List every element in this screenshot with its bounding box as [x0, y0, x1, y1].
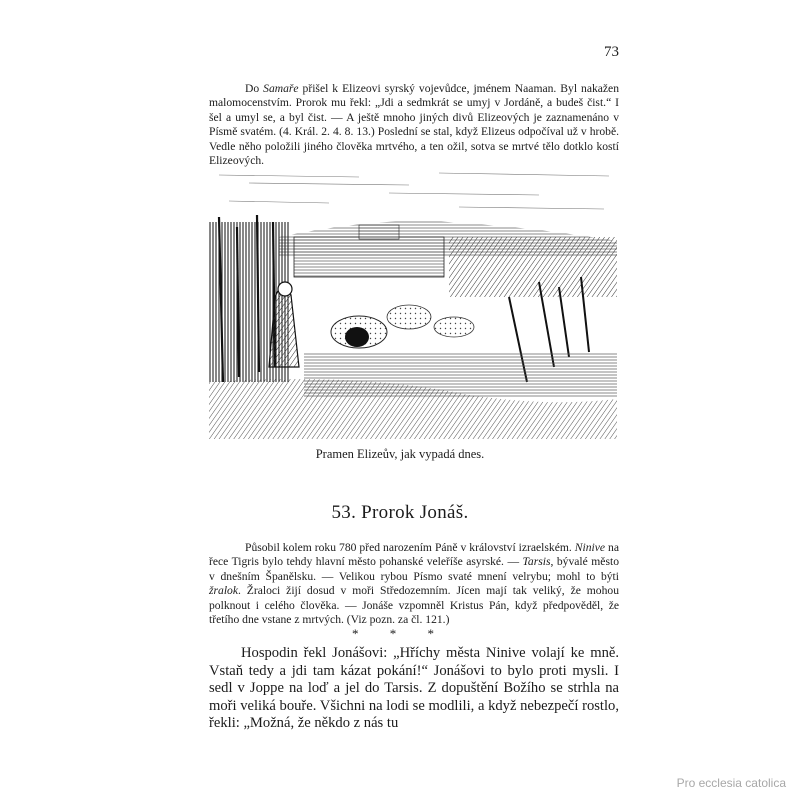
main-paragraph: Hospodin řekl Jonášovi: „Hříchy města Ninive volají ke mně. Vstaň tedy a jdi tam kázat pokání!“ Jonášovi to bylo proti mysli. I sedl v Joppe na loď a jel do Tarsis. Z dopuštění Božího se strhla na moři veliká bouře. Všichni na lodi se modlili, a když nebezpečí rostlo, řekli: „Možná, že někdo z nás tu	[209, 645, 619, 732]
place-name: Samaře	[263, 82, 299, 95]
page-number: 73	[604, 44, 619, 60]
place-name: Ninive	[574, 541, 606, 554]
chapter-intro-paragraph: Působil kolem roku 780 před narozením Páně v království izraelském. Ninive na řece Tigris bylo tehdy hlavní město pohanské veleříše asyrské. — Tarsis, bývalé město v dnešním Španělsku. — Velikou rybou Písmo svaté mnení velrybu; mohl to býti žralok. Žraloci žijí dosud v moři Středozemním. Jícen mají tak veliký, že mohou polknout i celého člověka. — Jonáše vzpomněl Kristus Pán, když předpověděl, že třetího dne vstane z mrtvých. (Viz pozn. za čl. 121.)	[209, 541, 619, 627]
italic-term: žralok	[209, 584, 238, 598]
watermark: Pro ecclesia catolica	[676, 776, 786, 790]
section-separator: * * *	[352, 626, 448, 641]
intro-paragraph: Do Samaře přišel k Elizeovi syrský vojevůdce, jménem Naaman. Byl nakažen malomocenstvím. Prorok mu řekl: „Jdi a sedmkrát se umyj v Jordáně, a budeš čist.“ I šel a umyl se, a byl čist. — A ještě mnoho jiných divů Elizeových je zaznamenáno v Písmě svatém. (4. Král. 2. 4. 8. 13.) Poslední se stal, když Elizeus odpočíval už v hrobě. Vedle něho položili jiného člověka mrtvého, a ten ožil, sotva se mrtvé tělo dotklo kostí Elizeových.	[209, 82, 619, 168]
chapter-title: 53. Prorok Jonáš.	[331, 502, 469, 523]
place-name: Tarsis	[522, 555, 551, 569]
illustration-caption: Pramen Elizeův, jak vypadá dnes.	[315, 447, 485, 461]
spring-of-elisha-illustration	[209, 167, 617, 439]
